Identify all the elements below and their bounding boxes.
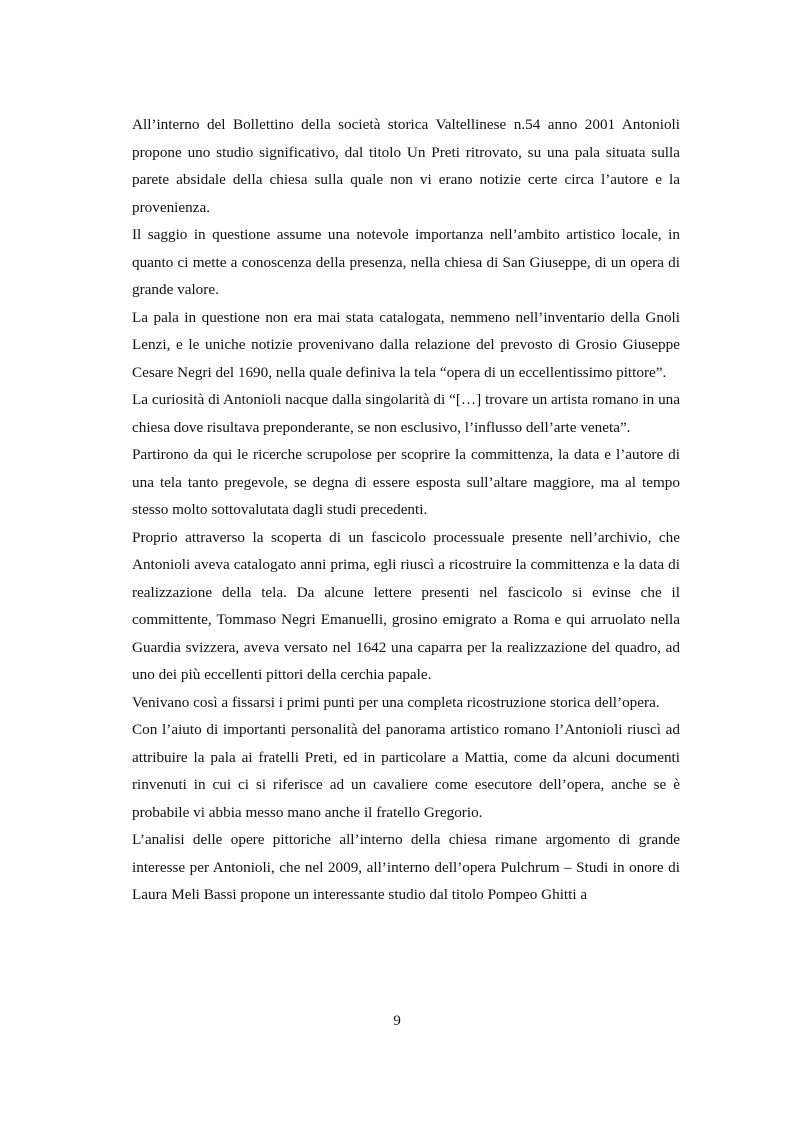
paragraph: Proprio attraverso la scoperta di un fascicolo processuale presente nell’archivio, che Antonioli aveva catalogato anni prima, egli riuscì a ricostruire la committenza e la data di realizzazione della tela. Da alcune lettere presenti nel fascicolo si evinse che il committente, Tommaso Negri Emanuelli, grosino emigrato a Roma e qui arruolato nella Guardia svizzera, aveva versato nel 1642 una caparra per la realizzazione del quadro, ad uno dei più eccellenti pittori della cerchia papale. xyxy=(132,528,680,683)
paragraph: Partirono da qui le ricerche scrupolose per scoprire la committenza, la data e l’autore di una tela tanto pregevole, se degna di essere esposta sull’altare maggiore, ma al tempo stesso molto sottovalutata dagli studi precedenti. xyxy=(132,446,680,518)
page-number: 9 xyxy=(393,1012,401,1029)
paragraph: Il saggio in questione assume una notevole importanza nell’ambito artistico locale, in quanto ci mette a conoscenza della presenza, nella chiesa di San Giuseppe, di un opera di grande valore. xyxy=(132,226,680,298)
paragraph: L’analisi delle opere pittoriche all’interno della chiesa rimane argomento di grande interesse per Antonioli, che nel 2009, all’interno dell’opera Pulchrum – Studi in onore di Laura Meli Bassi propone un interessante studio dal titolo Pompeo Ghitti a xyxy=(132,831,680,903)
paragraph: Con l’aiuto di importanti personalità del panorama artistico romano l’Antonioli riuscì ad attribuire la pala ai fratelli Preti, ed in particolare a Mattia, come da alcuni documenti rinvenuti in cui ci si riferisce ad un cavaliere come esecutore dell’opera, anche se è probabile vi abbia messo mano anche il fratello Gregorio. xyxy=(132,721,680,821)
page-body-text xyxy=(132,111,680,909)
paragraph: All’interno del Bollettino della società storica Valtellinese n.54 anno 2001 Antonioli propone uno studio significativo, dal titolo Un Preti ritrovato, su una pala situata sulla parete absidale della chiesa sulla quale non vi erano notizie certe circa l’autore e la provenienza. xyxy=(132,116,680,216)
paragraph: La curiosità di Antonioli nacque dalla singolarità di “[…] trovare un artista romano in una chiesa dove risultava preponderante, se non esclusivo, l’influsso dell’arte veneta”. xyxy=(132,391,680,436)
paragraph: La pala in questione non era mai stata catalogata, nemmeno nell’inventario della Gnoli Lenzi, e le uniche notizie provenivano dalla relazione del prevosto di Grosio Giuseppe Cesare Negri del 1690, nella quale definiva la tela “opera di un eccellentissimo pittore”. xyxy=(132,308,680,381)
paragraph: Venivano così a fissarsi i primi punti per una completa ricostruzione storica dell’opera. xyxy=(132,693,660,711)
